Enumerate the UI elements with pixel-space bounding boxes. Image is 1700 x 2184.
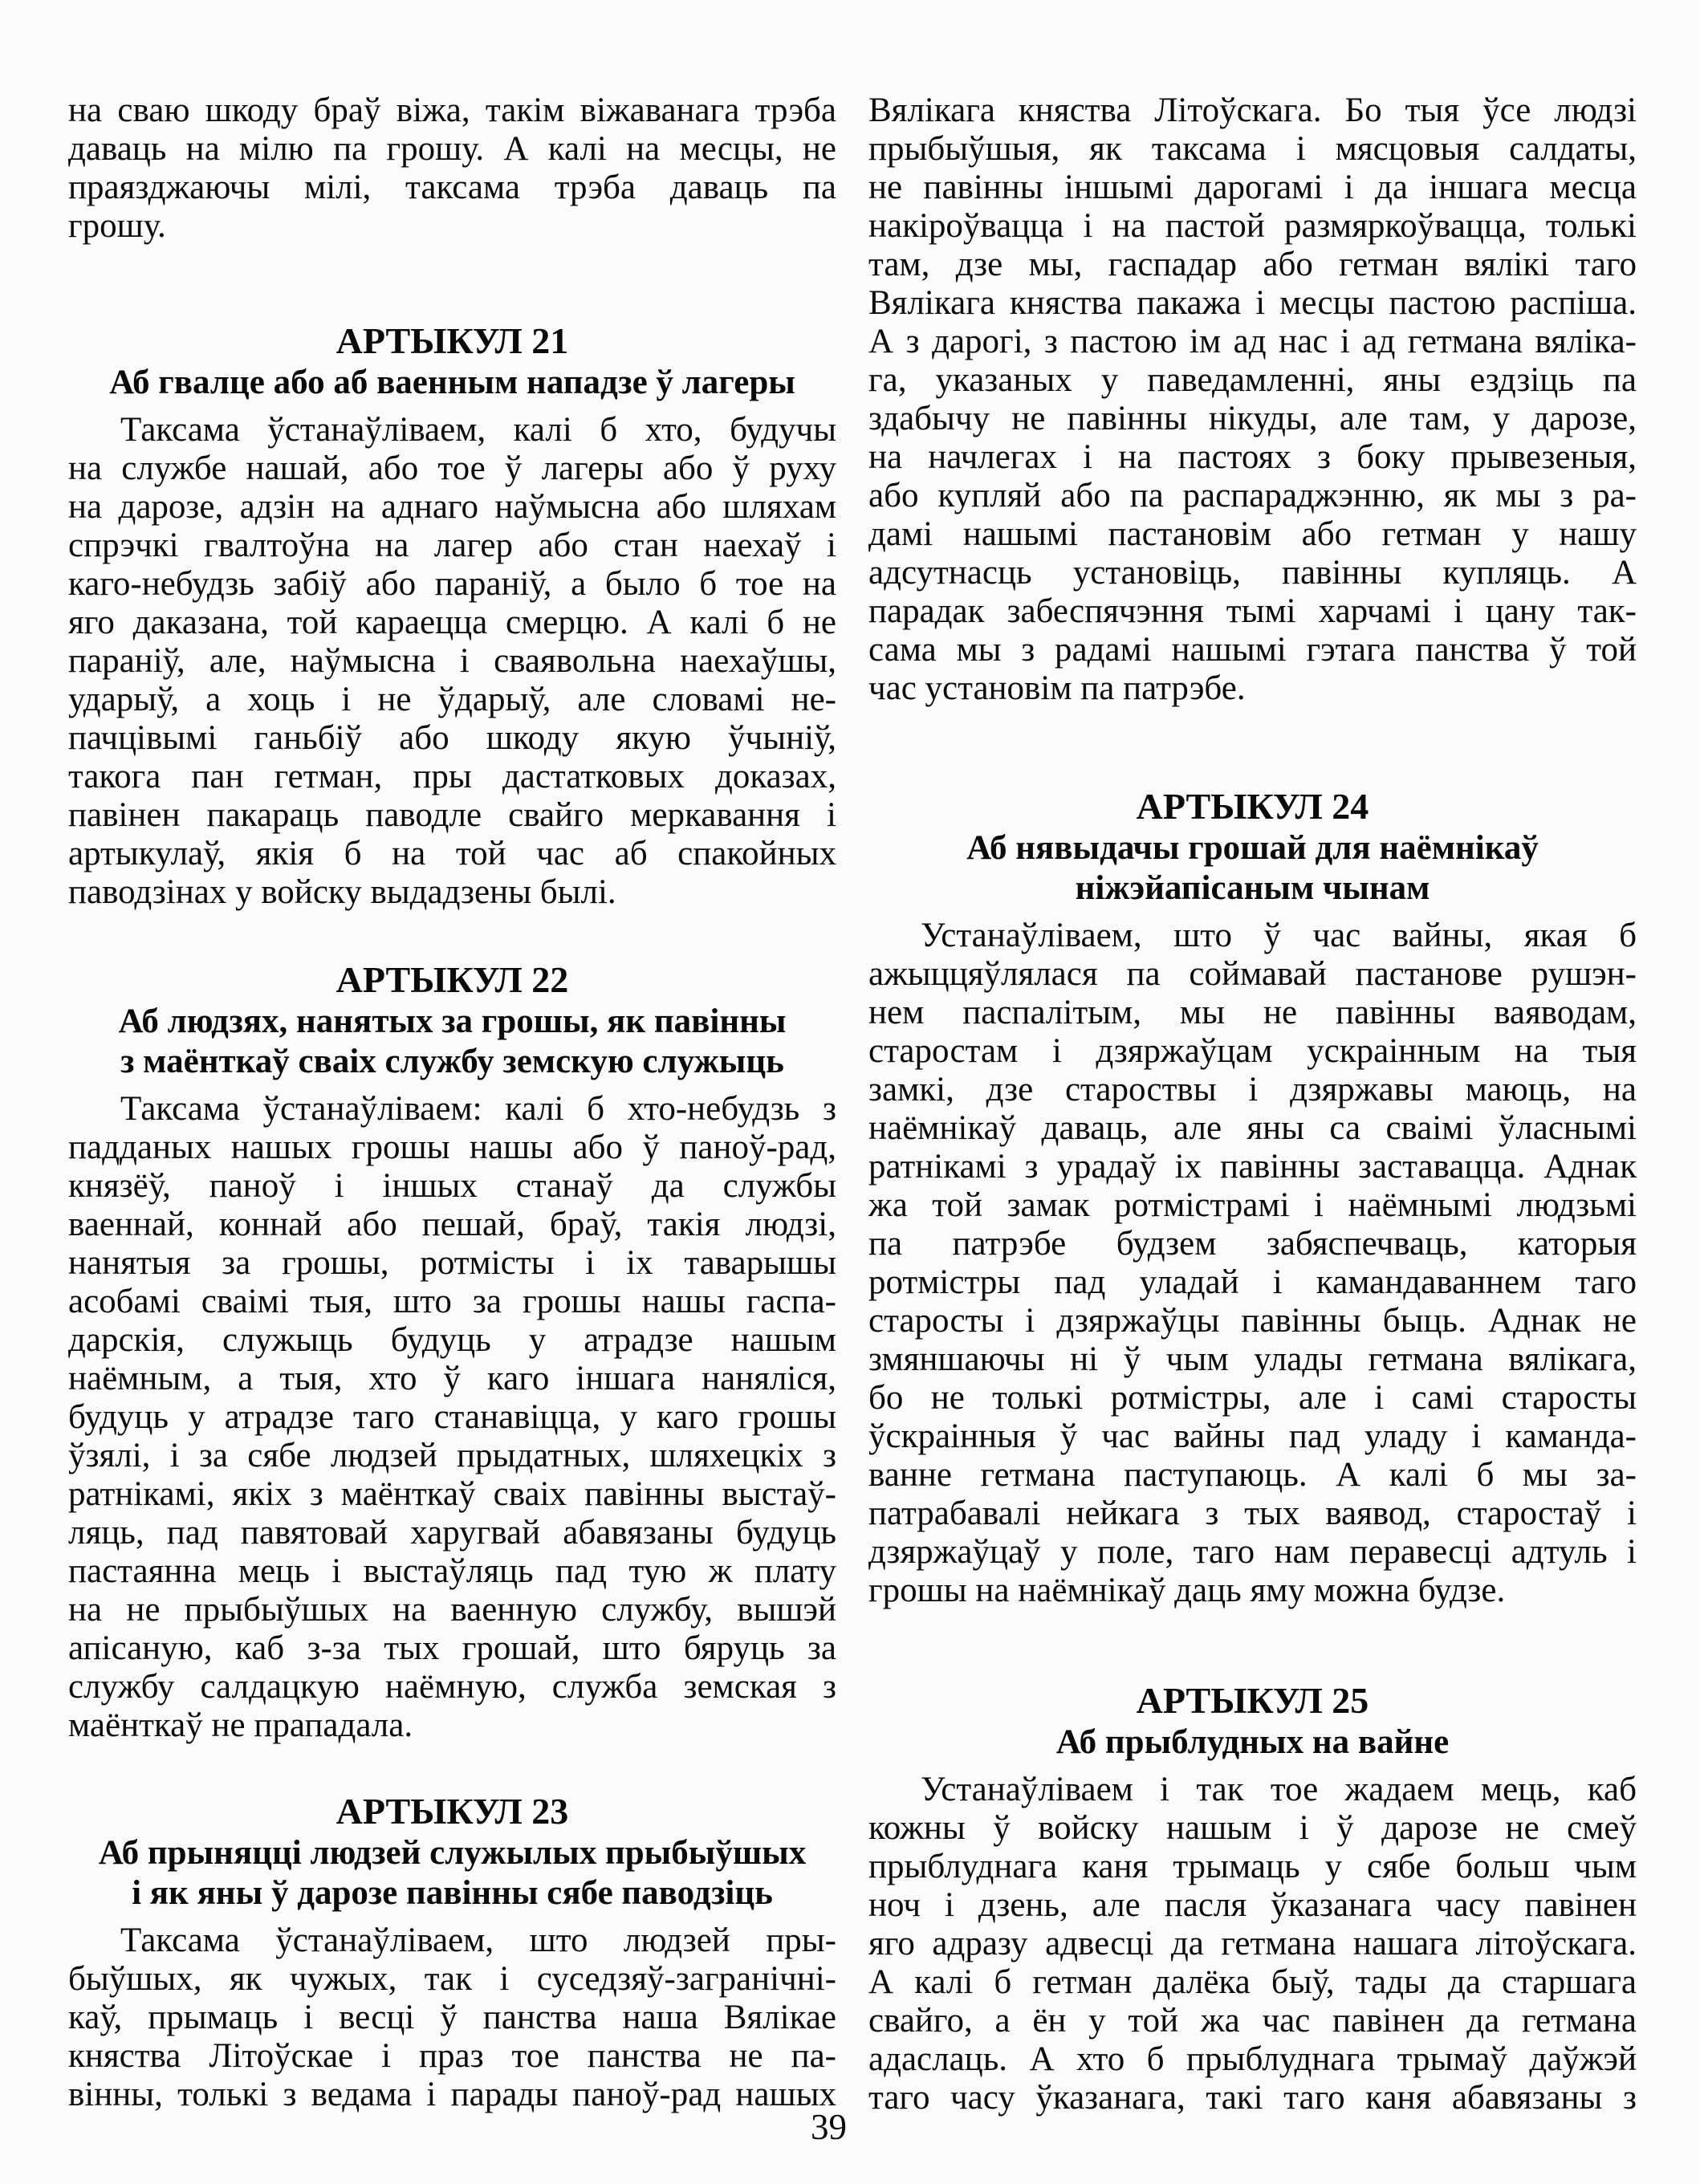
article-22-title: АРТЫКУЛ 22 xyxy=(336,959,569,1000)
article-23-title: АРТЫКУЛ 23 xyxy=(336,1791,569,1832)
article-22-subtitle: Аб людзях, нанятых за грошы, як павінны з маёнткаў сваіх службу земскую служыць xyxy=(118,1003,787,1080)
article-21-body: Таксама ўстанаўліваем, калі б хто, будучы на службе нашай, або тое ў лагеры або ў руху на дарозе, адзін на аднаго наўмысна або шляхам спрэчкі гвалтоўна на лагер або стан наехаў і каго-небудзь забіў або параніў, а было б тое на яго даказана, той караецца смерцю. А калі б не параніў, але, наўмысна і сваявольна наехаўшы, ударыў, а хоць і не ўдарыў, але словамі не- пачцівымі ганьбіў або шкоду якую ўчыніў, такога пан гетман, пры дастатковых доказах, павінен пакараць паводле свайго меркавання і артыкулаў, якія б на той час аб спакойных паводзінах у войску выдадзены былі. xyxy=(68,411,836,911)
article-22 xyxy=(68,958,836,1745)
article-23-body: Таксама ўстанаўліваем, што людзей пры- быўшых, як чужых, так і суседзяў-загранічні- каў, прымаць і весці ў панства наша Вялікае княства Літоўскае і праз тое панства не па- вінны, толькі з ведама і парады паноў-рад нашых xyxy=(68,1922,836,2113)
article-21-subtitle: Аб гвалце або аб ваенным нападзе ў лагеры xyxy=(109,364,795,401)
article-24 xyxy=(868,785,1637,1610)
paragraph-continuation-left: на сваю шкоду браў віжа, такім віжаванага трэба даваць на мілю па грошу. А калі на месцы, не праязджаючы мілі, таксама трэба даваць па грошу. xyxy=(68,92,836,245)
left-column xyxy=(68,0,836,2114)
article-24-body: Устанаўліваем, што ў час вайны, якая б ажыццяўлялася па соймавай пастанове рушэн- нем паспалітым, мы не павінны ваяводам, старостам і дзяржаўцам ускраінным на тыя замкі, дзе староствы і дзяржавы маюць, на наёмнікаў даваць, але яны са сваімі ўласнымі ратнікамі з урадаў іх павінны заставацца. Аднак жа той замак ротмістрамі і наёмнымі людзьмі па патрэбе будзем забяспечваць, каторыя ротмістры пад уладай і камандаваннем таго старосты і дзяржаўцы павінны быць. Аднак не змяншаючы ні ў чым улады гетмана вялікага, бо не толькі ротмістры, але і самі старосты ўскраінныя ў час вайны пад уладу і каманда- ванне гетмана паступаюць. А калі б мы за- патрабавалі нейкага з тых ваявод, старостаў і дзяржаўцаў у поле, таго нам перавесці адтуль і грошы на наёмнікаў даць яму можна будзе. xyxy=(868,917,1637,1609)
article-23-subtitle: Аб прыняцці людзей служылых прыбыўшых і як яны ў дарозе павінны сябе паводзіць xyxy=(98,1834,807,1912)
article-24-subtitle: Аб нявыдачы грошай для наёмнікаў ніжэйапісаным чынам xyxy=(966,829,1539,907)
article-22-body: Таксама ўстанаўліваем: калі б хто-небудзь з падданых нашых грошы нашы або ў паноў-рад, князёў, паноў і іншых станаў да службы ваеннай, коннай або пешай, браў, такія людзі, нанятыя за грошы, ротмісты і іх таварышы асобамі сваімі тыя, што за грошы нашы гаспа- дарскія, служыць будуць у атрадзе нашым наёмным, а тыя, хто ў каго іншага наняліся, будуць у атрадзе таго станавіцца, у каго грошы ўзялі, і за сябе людзей прыдатных, шляхецкіх з ратнікамі, якіх з маёнткаў сваіх павінны выстаў- ляць, пад павятовай харугвай абавязаны будуць пастаянна мець і выстаўляць пад тую ж плату на не прыбыўшых на ваенную службу, вышэй апісаную, каб з-за тых грошай, што бяруць за службу салдацкую наёмную, служба земская з маёнткаў не прападала. xyxy=(68,1090,836,1744)
right-column xyxy=(868,0,1637,2117)
article-23 xyxy=(68,1790,836,2114)
article-24-title: АРТЫКУЛ 24 xyxy=(1136,786,1369,827)
article-25-title: АРТЫКУЛ 25 xyxy=(1136,1680,1369,1721)
article-25 xyxy=(868,1679,1637,2117)
article-25-body: Устанаўліваем і так тое жадаем мець, каб кожны ў войску нашым і ў дарозе не смеў прыблуднага каня трымаць у сябе больш чым ноч і дзень, але пасля ўказанага часу павінен яго адразу адвесці да гетмана нашага літоўскага. А калі б гетман далёка быў, тады да старшага свайго, а ён у той жа час павінен да гетмана адаслаць. А хто б прыблуднага трымаў даўжэй таго часу ўказанага, такі таго каня абавязаны з xyxy=(868,1771,1637,2117)
article-25-subtitle: Аб прыблудных на вайне xyxy=(1055,1723,1450,1761)
page-number: 39 xyxy=(811,2107,847,2147)
article-21-title: АРТЫКУЛ 21 xyxy=(336,320,569,361)
article-21 xyxy=(68,319,836,912)
paragraph-continuation-right: Вялікага княства Літоўскага. Бо тыя ўсе людзі прыбыўшыя, як таксама і мясцовыя салдаты, не павінны іншымі дарогамі і да іншага месца накіроўвацца і на пастой размяркоўвацца, толькі там, дзе мы, гаспадар або гетман вялікі таго Вялікага княства пакажа і месцы пастою распіша. А з дарогі, з пастою ім ад нас і ад гетмана вяліка- га, указаных у паведамленні, яны ездзіць па здабычу не павінны нікуды, але там, у дарозе, на начлегах і на пастоях з боку прывезеныя, або купляй або па распараджэнню, як мы з ра- дамі нашымі пастановім або гетман у нашу адсутнасць установіць, павінны купляць. А парадак забеспячэння тымі харчамі і цану так- сама мы з радамі нашымі гэтага панства ў той час установім па патрэбе. xyxy=(868,92,1637,707)
